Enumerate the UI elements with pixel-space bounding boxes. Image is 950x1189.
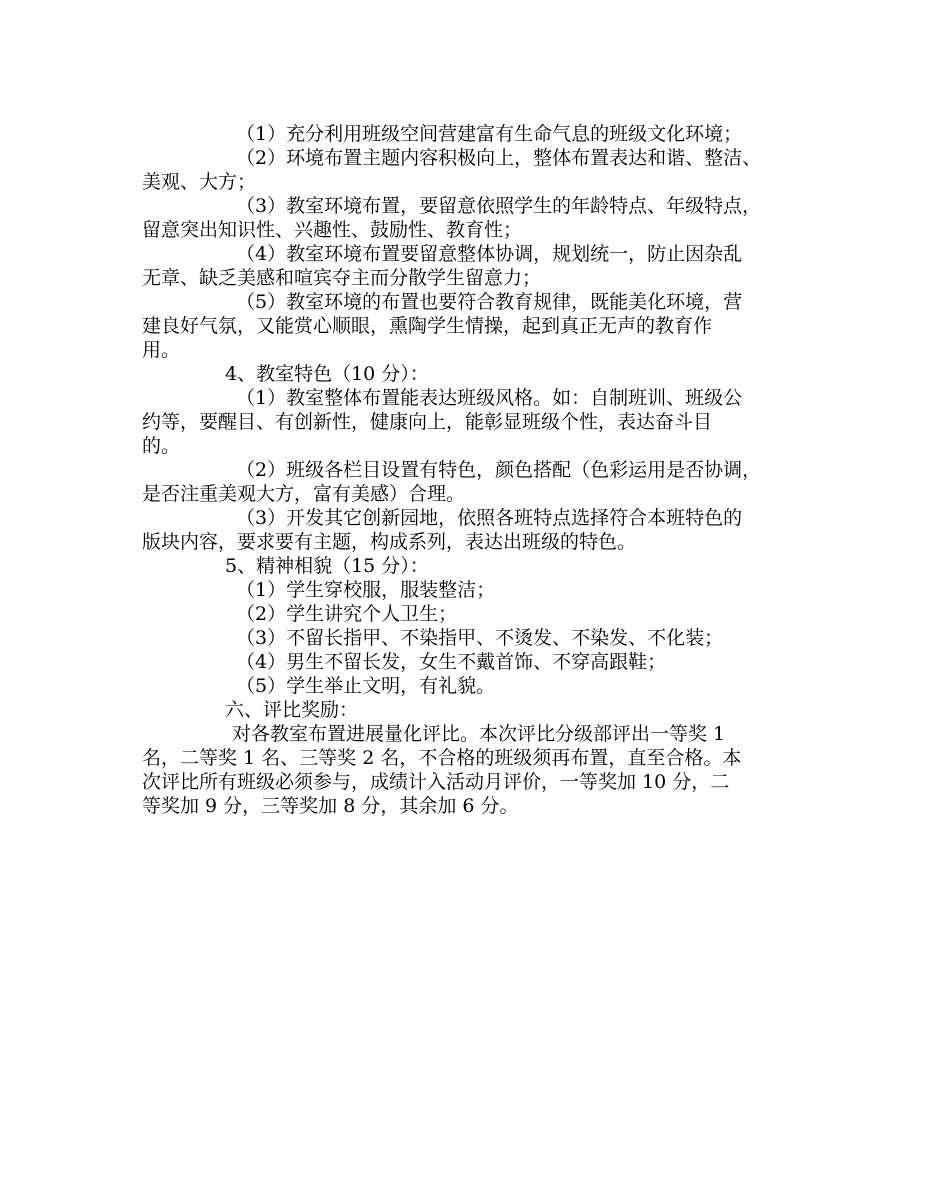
document-body bbox=[142, 122, 832, 818]
list-item-continuation: 的。 bbox=[142, 435, 181, 457]
paragraph-line: 次评比所有班级必须参与，成绩计入活动月评价，一等奖加 10 分，二 bbox=[142, 771, 730, 793]
list-item: （1）充分利用班级空间营建富有生命气息的班级文化环境； bbox=[236, 123, 743, 145]
list-item: （3）开发其它创新园地，依照各班特点选择符合本班特色的 bbox=[236, 507, 743, 529]
list-item: （3）不留长指甲、不染指甲、不烫发、不染发、不化装； bbox=[236, 627, 724, 649]
list-item: （1）教室整体布置能表达班级风格。如：自制班训、班级公 bbox=[236, 387, 743, 409]
paragraph-line: 对各教室布置进展量化评比。本次评比分级部评出一等奖 1 bbox=[232, 723, 726, 745]
list-item-continuation: 美观、大方； bbox=[142, 171, 257, 193]
list-item-continuation: 留意突出知识性、兴趣性、鼓励性、教育性； bbox=[142, 219, 523, 241]
list-item-continuation: 无章、缺乏美感和喧宾夺主而分散学生留意力； bbox=[142, 267, 542, 289]
section-heading: 5、精神相貌（15 分）： bbox=[225, 555, 429, 577]
paragraph-line: 等奖加 9 分，三等奖加 8 分，其余加 6 分。 bbox=[142, 795, 519, 817]
list-item: （1）学生穿校服，服装整洁； bbox=[236, 579, 496, 601]
list-item-continuation: 是否注重美观大方，富有美感）合理。 bbox=[142, 483, 466, 505]
list-item: （2）环境布置主题内容积极向上，整体布置表达和谐、整洁、 bbox=[236, 147, 762, 169]
list-item: （4）教室环境布置要留意整体协调，规划统一，防止因杂乱 bbox=[236, 243, 743, 265]
list-item-continuation: 建良好气氛，又能赏心顺眼，熏陶学生情操，起到真正无声的教育作 bbox=[142, 315, 713, 337]
paragraph-line: 名，二等奖 1 名、三等奖 2 名，不合格的班级须再布置，直至合格。本 bbox=[142, 747, 742, 769]
section-heading: 4、教室特色（10 分）： bbox=[225, 363, 429, 385]
list-item-continuation: 约等，要醒目、有创新性，健康向上，能彰显班级个性，表达奋斗目 bbox=[142, 411, 713, 433]
list-item: （3）教室环境布置，要留意依照学生的年龄特点、年级特点， bbox=[236, 195, 762, 217]
list-item: （4）男生不留长发，女生不戴首饰、不穿高跟鞋； bbox=[236, 651, 667, 673]
list-item: （5）教室环境的布置也要符合教育规律，既能美化环境，营 bbox=[236, 291, 743, 313]
list-item-continuation: 版块内容，要求要有主题，构成系列，表达出班级的特色。 bbox=[142, 531, 637, 553]
list-item: （5）学生举止文明，有礼貌。 bbox=[236, 675, 496, 697]
list-item: （2）学生讲究个人卫生； bbox=[236, 603, 458, 625]
section-heading: 六、评比奖励： bbox=[225, 699, 359, 721]
list-item: （2）班级各栏目设置有特色，颜色搭配（色彩运用是否协调， bbox=[236, 459, 762, 481]
list-item-continuation: 用。 bbox=[142, 339, 181, 361]
